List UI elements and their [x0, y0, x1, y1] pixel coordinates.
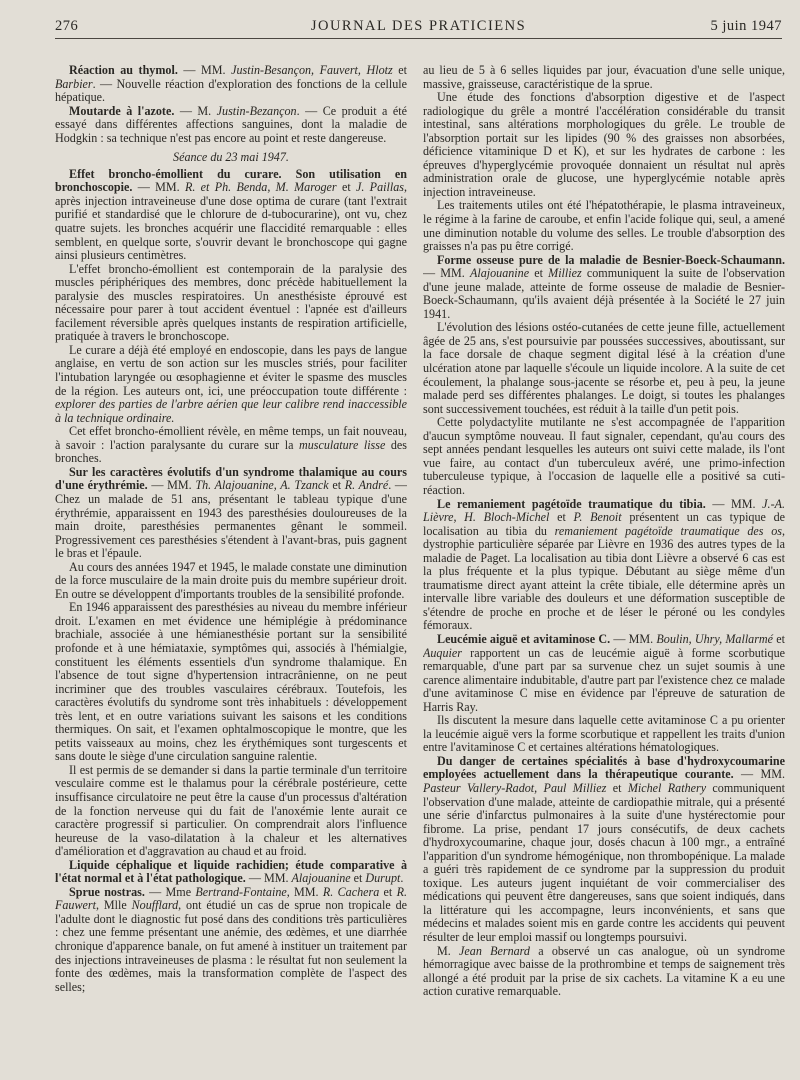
- paragraph: Au cours des années 1947 et 1945, le malade constate une diminution de la force musculaire de la main droite puis du membre supérieur droit. En outre se développent d'importants troubles de la sensibilité profonde.: [55, 559, 407, 601]
- article-authors: Justin-Besançon, Fauvert, Hlotz: [231, 64, 393, 77]
- issue-date: 5 juin 1947: [710, 18, 782, 34]
- article-tibia: Le remaniement pagétoïde traumatique du tibia. — MM. J.-A. Lièvre, H. Bloch-Michel et P. Benoit présentent un cas typique de localisation au tibia du remaniement pagétoïde traumatique des os, dystrophie particulière séparée par Lièvre en 1936 des autres types de la maladie de Paget. La localisation au tibia dont Lièvre a observé 6 cas est la plus fréquente et la plus typique. Débutant au siège même d'un traumatisme direct ayant atteint la crête tibiale, elle détermine après un intervalle libre variable des douleurs et une déformation susceptible de s'étendre de proche en proche et de léser le péroné ou les condyles fémoraux.: [423, 496, 785, 633]
- paragraph: au lieu de 5 à 6 selles liquides par jour, évacuation d'une selle unique, massive, graisseuse, caractéristique de la sprue.: [423, 64, 785, 91]
- left-column: [55, 64, 407, 1064]
- paragraph: Une étude des fonctions d'absorption digestive et de l'aspect radiologique du grêle a montré l'accélération considérable du transit intestinal, sans altérations morphologiques du grêle. Le trouble de l'absorption portait sur les lipides (90 % des graisses non absorbées, déficience vitaminique D et K), et sur les hydrates de carbone : les épreuves d'hyperglycémie provoquée donnaient un résultat nul après administration orale de glucose, une hyperglycémie notable après injection intraveineuse.: [423, 90, 785, 199]
- right-column: [423, 64, 785, 1064]
- paragraph: L'évolution des lésions ostéo-cutanées de cette jeune fille, actuellement âgée de 25 ans, s'est poursuivie par poussées successives, aboutissant, sur la face dorsale de chaque segment digital lésé à la création d'une ulcération atone par laquelle s'écoule un liquide incolore. A la suite de cet écoulement, la phalange sous-jacente se résorbe et, peu à peu, la jeune malade perd ses différentes phalanges. Le doigt, si toutes les phalanges sont successivement touchées, est réduit à la taille d'un petit pois.: [423, 320, 785, 416]
- article-title: Du danger de certaines spécialités à base d'hydroxycoumarine employées actuellement dans la thérapeutique courante.: [423, 753, 785, 782]
- article-authors: Jean Bernard: [459, 943, 530, 958]
- article-authors: Alajouanine: [469, 266, 530, 281]
- article-title: Réaction au thymol.: [69, 64, 178, 77]
- article-authors: Barbier: [55, 76, 93, 91]
- session-heading: Séance du 23 mai 1947.: [173, 150, 289, 165]
- article-title: Sur les caractères évolutifs d'un syndrome thalamique au cours d'une érythrémie.: [55, 464, 407, 493]
- article-authors: Boulin, Uhry, Mallarmé: [656, 631, 774, 646]
- article-sprue: Sprue nostras. — Mme Bertrand-Fontaine, MM. R. Cachera et R. Fauwert, Mlle Noufflard, ont étudié un cas de sprue non tropicale de l'adulte dont le diagnostic fut posé dans des conditions très particulières : chez une femme présentant une anémie, des œdèmes, et une diarrhée chronique d'apparence banale, on fut amené à instituer un traitement par des injections intraveineuses de plasma : le résultat fut non seulement la fonte des œdèmes, mais la transformation complète de l'aspect des selles;: [55, 884, 407, 994]
- paragraph: Cette polydactylite mutilante ne s'est accompagnée de l'apparition d'aucun symptôme nouveau. Il faut signaler, cependant, qu'au cours des sept années pendant lesquelles les auteurs ont suivi cette malade, ils l'ont vue faire, au contact d'un tuberculeux avéré, une primo-infection tuberculeuse typique, à l'occasion de laquelle elle a positivé sa cuti-réaction.: [423, 415, 785, 497]
- article-authors: Milliez: [548, 266, 582, 281]
- article-authors: Pasteur Vallery-Radot, Paul Milliez: [423, 780, 607, 795]
- article-authors: Durupt: [365, 871, 401, 886]
- article-authors: Bertrand-Fontaine: [195, 884, 287, 899]
- article-authors: J.-A. Lièvre, H. Bloch-Michel: [423, 496, 785, 525]
- page-header: [55, 14, 782, 39]
- article-authors: Noufflard: [131, 898, 179, 913]
- article-curare: Effet broncho-émollient du curare. Son utilisation en bronchoscopie. — MM. R. et Ph. Benda, M. Maroger et J. Paillas, après injection intraveineuse d'une dose optima de curare (tant l'extrait purifié et standardisé que le chlorure de d-tubocurarine), ont vu, chez quatre sujets. les bronches acquérir une flaccidité remarquable : elles semblent, en quelque sorte, s'ouvrir devant le bronchoscope qui gagne ainsi plusieurs centimètres.: [55, 166, 407, 263]
- article-title: Liquide céphalique et liquide rachidien; étude comparative à l'état normal et à l'état pathologique.: [55, 857, 407, 886]
- page-number: 276: [55, 18, 79, 34]
- article-authors: Michel Rathery: [627, 780, 707, 795]
- paragraph: Ils discutent la mesure dans laquelle cette avitaminose C a pu orienter la leucémie aiguë vers la forme scorbutique et rappellent les traits d'union entre l'avitaminose C et certaines altérations hématologiques.: [423, 713, 785, 755]
- paragraph: En 1946 apparaissent des paresthésies au niveau du membre inférieur droit. L'examen en met évidence une hémiplégie à prédominance brachiale, associée à une hémianesthésie portant sur la sensibilité profonde et à une hémiataxie, symptômes qui, associés à l'hémialgie, constituent les éléments essentiels d'un syndrome thalamique. En l'absence de tout signe d'hypertension intracrânienne, on ne peut incriminer que des troubles vasculaires cérébraux. Toutefois, les caractères évolutifs du syndrome sont très inhabituels : développement très lent, et en outre variations suivant les saisons et les conditions thermiques. On sait, et l'examen ophtalmoscopique le montre, que les petits vaisseaux au moins, chez les érythémiques sont turgescents et sans doute le siège d'une circulation sanguine ralentie.: [55, 600, 407, 764]
- article-coumarine: Du danger de certaines spécialités à base d'hydroxycoumarine employées actuellement dans la thérapeutique courante. — MM. Pasteur Vallery-Radot, Paul Milliez et Michel Rathery communiquent l'observation d'une malade, atteinte de cardiopathie mitrale, qui a présenté une série d'infarctus pulmonaires à la suite d'une hystérectomie pour fibrome. La prise, pendant 17 jours consécutifs, de deux cachets d'hydroxycoumarine, chaque jour, dosés chacun à 100 mgr., a entraîné l'apparition d'un syndrome hémogénique, non thrombopénique. La malade a guéri très rapidement de ce syndrome par la suppression du produit toxique. Les auteurs jugent inquiétant de voir commercialiser des médications qui peuvent être dangereuses, sans que soient indiqués, dans la littérature qui les accompagne, leurs inconvénients, et sans que médecins et malades soient mis en garde contre les accidents qui peuvent résulter de leur emploi massif ou longtemps poursuivi.: [423, 753, 785, 944]
- paragraph: Le curare a déjà été employé en endoscopie, dans les pays de langue anglaise, en vertu de son action sur les muscles striés, pour faciliter l'intubation laryngée ou œsophagienne et éviter le spasme des muscles de la région. Les auteurs ont, ici, une préoccupation toute différente : explorer des parties de l'arbre aérien que leur calibre rend inaccessible à la technique ordinaire.: [55, 342, 407, 425]
- article-leucemie: Leucémie aiguë et avitaminose C. — MM. Boulin, Uhry, Mallarmé et Auquier rapportent un cas de leucémie aiguë à forme scorbutique remarquable, d'une part par sa survenue chez un sujet soumis à une carence alimentaire indubitable, d'autre part par l'existence chez ce malade d'une avitaminose C mise en évidence par l'épreuve de saturation de Harris Ray.: [423, 631, 785, 714]
- article-authors: R. Fauwert: [55, 884, 407, 913]
- article-osseuse: Forme osseuse pure de la maladie de Besnier-Boeck-Schaumann. — MM. Alajouanine et Milliez communiquent la suite de l'observation d'une jeune malade, atteinte de forme osseuse de maladie de Besnier-Boeck-Schaumann, qu'ils avaient déjà présentée à la Société le 27 juin 1941.: [423, 252, 785, 321]
- article-authors: J. Paillas: [355, 180, 404, 195]
- article-authors: R. André: [344, 478, 389, 493]
- paragraph: Cet effet broncho-émollient révèle, en même temps, un fait nouveau, à savoir : l'action paralysante du curare sur la musculature lisse des bronches.: [55, 424, 407, 466]
- journal-title: JOURNAL DES PRATICIENS: [310, 18, 527, 34]
- article-moutarde: Moutarde à l'azote. — M. Justin-Bezançon. — Ce produit a été essayé dans différentes affections sanguines, dont la maladie de Hodgkin : sa technique n'est pas encore au point et reste dangereuse.: [55, 103, 407, 145]
- article-authors: Th. Alajouanine, A. Tzanck: [195, 478, 329, 493]
- article-title: Effet broncho-émollient du curare. Son utilisation en bronchoscopie.: [55, 166, 407, 195]
- article-thalamique: Sur les caractères évolutifs d'un syndrome thalamique au cours d'une érythrémie. — MM. Th. Alajouanine, A. Tzanck et R. André. — Chez un malade de 51 ans, présentant le tableau typique d'une érythrémie, apparaissent en 1943 des paresthésies douloureuses de la main droite, paresthésies permanentes gênant le sommeil. Progressivement ces paresthésies s'étendent à l'avant-bras, puis gagnent le bras et l'épaule.: [55, 464, 407, 561]
- paragraph: M. Jean Bernard a observé un cas analogue, où un syndrome hémorragique avec baisse de la prothrombine et temps de saignement très allongé a été produit par la prise de six cachets. La vitamine K a eu une action curative remarquable.: [423, 943, 785, 999]
- article-authors: P. Benoit: [573, 510, 622, 525]
- article-liquide: Liquide céphalique et liquide rachidien; étude comparative à l'état normal et à l'état pathologique. — MM. Alajouanine et Durupt.: [55, 857, 407, 886]
- paragraph: L'effet broncho-émollient est contemporain de la paralysie des muscles périphériques des membres, donc précède habituellement la paralysie des muscles respiratoires. Un anesthésiste éprouvé est nécessaire pour parer à tout accident éventuel : l'apnée est d'ailleurs facilement réversible après quelques instants de respiration artificielle, pratiquée à travers le bronchoscope.: [55, 261, 407, 344]
- paragraph: Il est permis de se demander si dans la partie terminale d'un territoire vesculaire comme est le thalamus pour la cérébrale postérieure, cette insuffisance circulatoire ne peut être la cause d'un processus d'altération de la fonction nerveuse qui du fait de l'anoxémie lente aurait ce caractère progressif si particulier. On comprendrait alors l'influence heureuse de la vaso-dilatation à la chaleur et les alternatives d'amélioration et d'aggravation au chaud et au froid.: [55, 762, 407, 859]
- article-authors: R. Cachera: [322, 884, 380, 899]
- article-authors: R. et Ph. Benda, M. Maroger: [184, 180, 337, 195]
- article-thymol: Réaction au thymol. — MM. Justin-Besançon, Fauvert, Hlotz et Barbier. — Nouvelle réaction d'exploration des fonctions de la cellule hépatique.: [55, 64, 407, 105]
- article-authors: Alajouanine: [291, 871, 351, 886]
- article-title: Forme osseuse pure de la maladie de Besnier-Boeck-Schaumann.: [437, 252, 785, 267]
- article-title: Moutarde à l'azote.: [69, 103, 175, 118]
- article-title: Le remaniement pagétoïde traumatique du tibia.: [437, 496, 706, 511]
- article-title: Sprue nostras.: [69, 884, 145, 899]
- article-authors: Justin-Bezançon: [216, 103, 297, 118]
- article-authors: Auquier: [423, 645, 462, 660]
- article-title: Leucémie aiguë et avitaminose C.: [437, 631, 611, 646]
- paragraph: Les traitements utiles ont été l'hépatothérapie, le plasma intraveineux, le régime à la farine de caroube, et enfin l'acide folique qui, seul, a amené une diminution notable du volume des selles. Le trouble d'absorption des graisses n'a pas pu être corrigé.: [423, 198, 785, 254]
